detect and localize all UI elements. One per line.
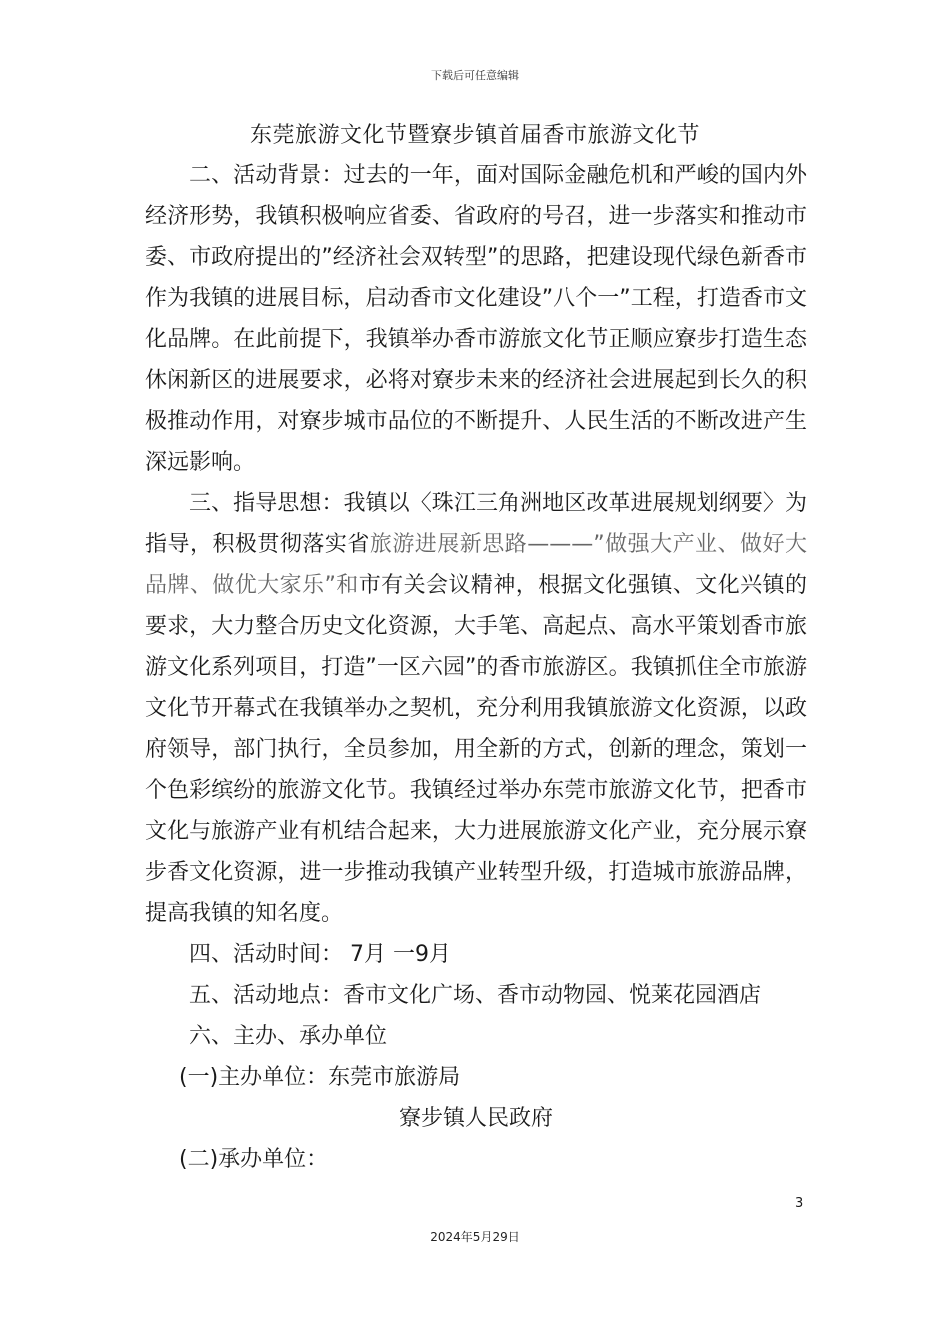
page-footer-date: 2024年5月29日 — [430, 1230, 520, 1244]
section-organizers-heading: 六、主办、承办单位 — [189, 1024, 388, 1049]
page-header: 下载后可任意编辑 — [431, 69, 519, 82]
host-unit-2: 寮步镇人民政府 — [398, 1106, 553, 1131]
document-title: 东莞旅游文化节暨寮步镇首届香市旅游文化节 — [249, 123, 700, 148]
guiding-text-a: 三、指导思想：我镇以〈珠江三角洲地区改革进展规划纲要〉为指导，积极贯彻落实省 — [145, 491, 807, 557]
host-unit: (一)主办单位：东莞市旅游局 — [179, 1065, 461, 1090]
section-background: 二、活动背景：过去的一年，面对国际金融危机和严峻的国内外经济形势，我镇积极响应省委、省政府的号召，进一步落实和推动市委、市政府提出的”经济社会双转型”的思路，把建设现代绿色新香市作为我镇的进展目标，启动香市文化建设”八个一”工程，打造香市文化品牌。在此前提下，我镇举办香市游旅文化节正顺应寮步打造生态休闲新区的进展要求，必将对寮步未来的经济社会进展起到长久的积极推动作用，对寮步城市品位的不断提升、人民生活的不断改进产生深远影响。 — [145, 163, 807, 475]
document-body — [145, 155, 807, 1180]
guiding-text-c: 市有关会议精神，根据文化强镇、文化兴镇的要求，大力整合历史文化资源，大手笔、高起点、高水平策划香市旅游文化系列项目，打造”一区六园”的香市旅游区。我镇抓住全市旅游文化节开幕式在我镇举办之契机，充分利用我镇旅游文化资源，以政府领导，部门执行，全员参加，用全新的方式，创新的理念，策划一个色彩缤纷的旅游文化节。我镇经过举办东莞市旅游文化节，把香市文化与旅游产业有机结合起来，大力进展旅游文化产业，充分展示寮步香文化资源，进一步推动我镇产业转型升级，打造城市旅游品牌，提高我镇的知名度。 — [145, 573, 807, 926]
guiding-text-highlight: 旅游进展新思路———”做强大产业、做好大品牌、做优大家乐”和 — [145, 532, 807, 598]
section-location: 五、活动地点：香市文化广场、香市动物园、悦莱花园酒店 — [189, 983, 762, 1008]
section-guiding-thought — [145, 483, 807, 934]
co-host-unit: (二)承办单位： — [179, 1147, 329, 1172]
page-number: 3 — [795, 1196, 804, 1211]
section-time: 四、活动时间： 7月 一9月 — [189, 942, 451, 967]
